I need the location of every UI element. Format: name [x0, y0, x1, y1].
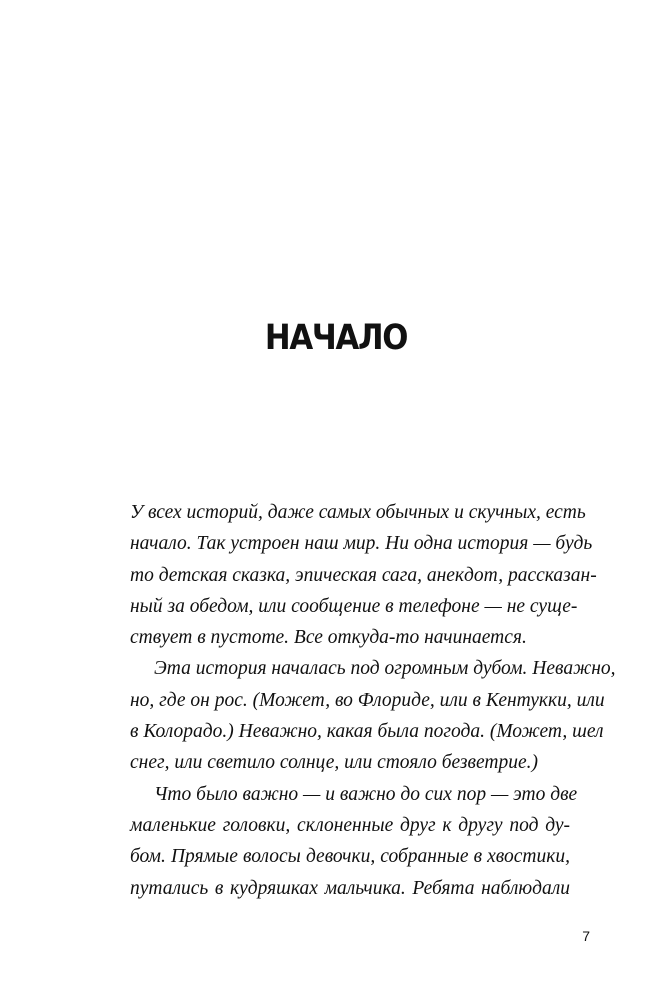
text-line: путались в кудряшках мальчика. Ребята наблюдали	[130, 877, 570, 899]
text-line: Что было важно — и важно до сих пор — это две	[154, 783, 578, 805]
text-line: но, где он рос. (Может, во Флориде, или в Кентукки, или	[130, 689, 605, 711]
text-line: У всех историй, даже самых обычных и скучных, есть	[130, 502, 586, 523]
text-line: снег, или светило солнце, или стояло безветрие.)	[130, 752, 539, 774]
chapter-body-text	[130, 497, 616, 904]
text-line: начало. Так устроен наш мир. Ни одна история — будь	[130, 533, 593, 555]
page-number: 7	[582, 928, 590, 944]
text-line: бом. Прямые волосы девочки, собранные в хвостики,	[130, 846, 570, 868]
text-line: в Колорадо.) Неважно, какая была погода. (Может, шел	[130, 721, 604, 743]
chapter-title: НАЧАЛО	[264, 318, 408, 358]
text-line: маленькие головки, склоненные друг к другу под ду-	[130, 814, 570, 836]
text-line: ствует в пустоте. Все откуда-то начинается.	[130, 627, 527, 649]
text-line: то детская сказка, эпическая сага, анекдот, рассказан-	[130, 564, 597, 586]
text-line: Эта история началась под огромным дубом. Неважно,	[154, 658, 616, 680]
text-line: ный за обедом, или сообщение в телефоне — не суще-	[130, 595, 578, 617]
